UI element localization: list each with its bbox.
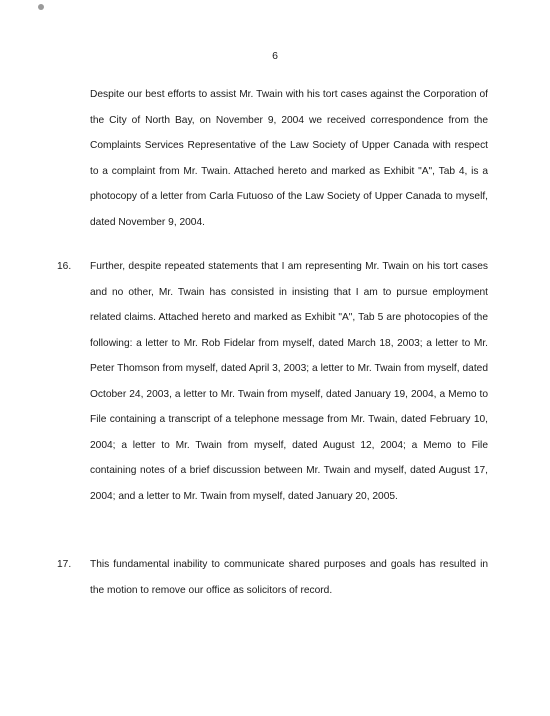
paragraph-number-16: 16. (57, 261, 72, 272)
paragraph-number-17: 17. (57, 559, 72, 570)
page-number: 6 (272, 50, 278, 62)
paragraph-15-continued: Despite our best efforts to assist Mr. Twain with his tort cases against the Corporation of the City of North Bay, on November 9, 2004 we received correspondence from the Complaints Services Representative of the Law Society of Upper Canada with respect to a complaint from Mr. Twain. Attached hereto and marked as Exhibit "A", Tab 4, is a photocopy of a letter from Carla Futuoso of the Law Society of Upper Canada to myself, dated November 9, 2004. (90, 89, 488, 228)
paragraph-16: Further, despite repeated statements that I am representing Mr. Twain on his tort cases and no other, Mr. Twain has consisted in insisting that I am to pursue employment related claims. Attached hereto and marked as Exhibit "A", Tab 5 are photocopies of the following: a letter to Mr. Rob Fidelar from myself, dated March 18, 2003; a letter to Mr. Peter Thomson from myself, dated April 3, 2003; a letter to Mr. Twain from myself, dated October 24, 2003, a letter to Mr. Twain from myself, dated January 19, 2004, a Memo to File containing a transcript of a telephone message from Mr. Twain, dated February 10, 2004; a letter to Mr. Twain from myself, dated August 12, 2004; a Memo to File containing notes of a brief discussion between Mr. Twain and myself, dated August 17, 2004; and a letter to Mr. Twain from myself, dated January 20, 2005. (90, 261, 488, 502)
paragraph-17: This fundamental inability to communicate shared purposes and goals has resulted in the motion to remove our office as solicitors of record. (90, 559, 488, 596)
scan-artifact-dot (38, 4, 44, 10)
